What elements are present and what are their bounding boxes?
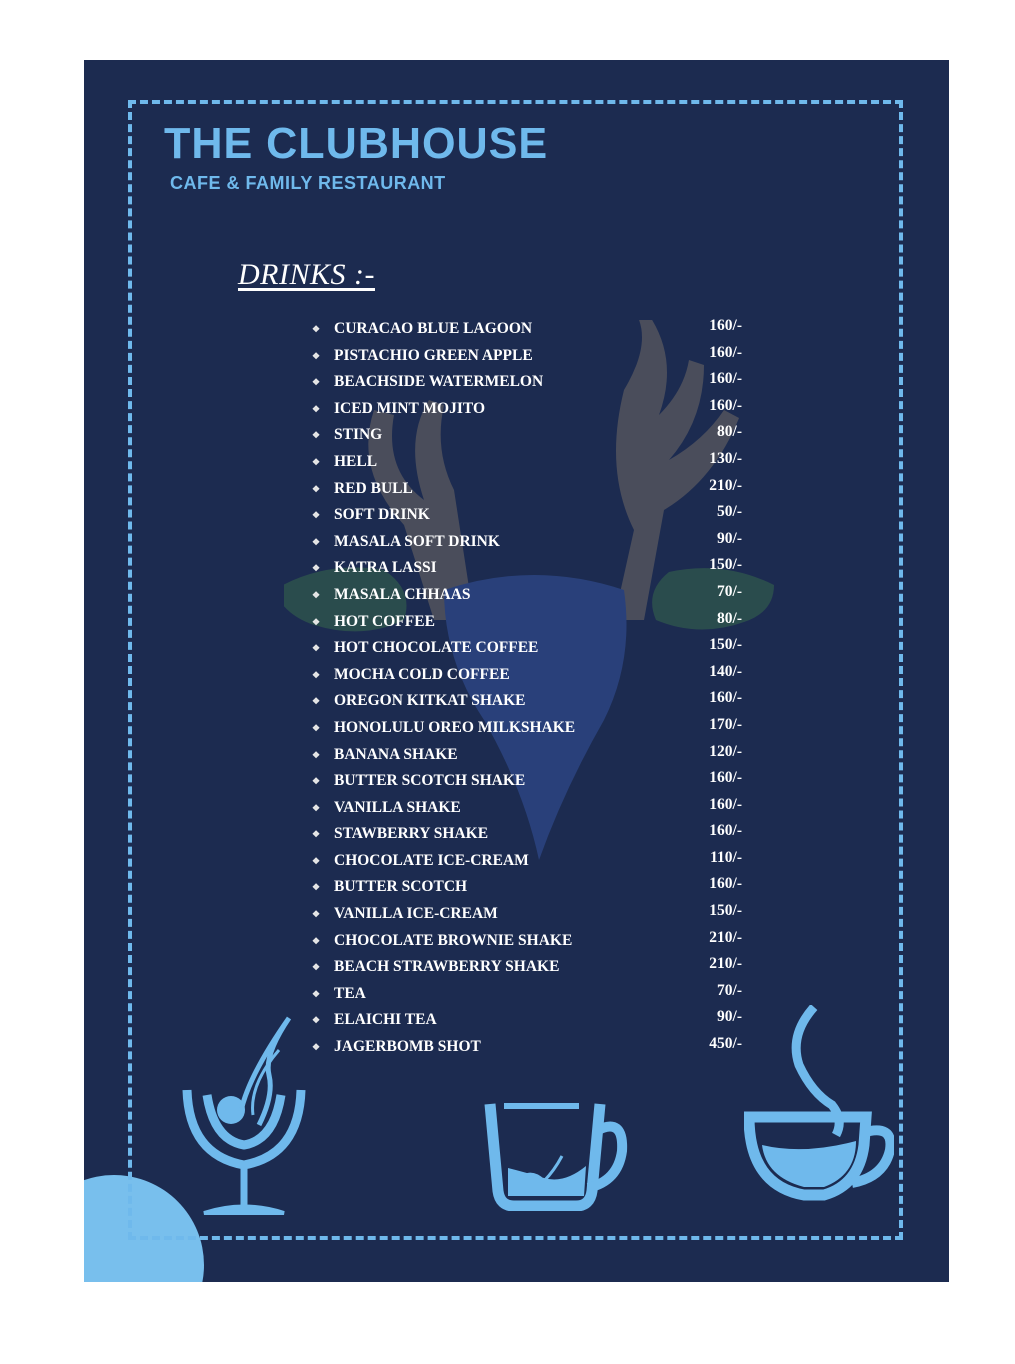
drink-price: 150/- xyxy=(709,556,742,574)
bullet-diamond-icon: ❖ xyxy=(312,616,321,627)
drink-item xyxy=(312,874,742,901)
drink-price: 210/- xyxy=(709,476,742,494)
drink-name: HOT CHOCOLATE COFFEE xyxy=(334,639,539,657)
drink-item xyxy=(312,795,742,822)
drink-name: KATRA LASSI xyxy=(334,559,437,577)
drink-item xyxy=(312,316,742,343)
bullet-diamond-icon: ❖ xyxy=(312,855,321,866)
bullet-diamond-icon: ❖ xyxy=(312,882,321,893)
mug-icon xyxy=(484,1096,629,1211)
drink-name: BEACHSIDE WATERMELON xyxy=(334,373,544,391)
bullet-diamond-icon: ❖ xyxy=(312,962,321,973)
drink-item xyxy=(312,369,742,396)
bullet-diamond-icon: ❖ xyxy=(312,377,321,388)
drink-item xyxy=(312,476,742,503)
drink-price: 170/- xyxy=(709,715,742,733)
drink-name: CHOCOLATE ICE-CREAM xyxy=(334,851,529,869)
bullet-diamond-icon: ❖ xyxy=(312,350,321,361)
drink-name: MASALA CHHAAS xyxy=(334,585,471,603)
cocktail-glass-icon xyxy=(179,1015,309,1220)
bullet-diamond-icon: ❖ xyxy=(312,1015,321,1026)
drink-price: 110/- xyxy=(710,848,742,866)
drink-item xyxy=(312,715,742,742)
bullet-diamond-icon: ❖ xyxy=(312,776,321,787)
drink-name: BEACH STRAWBERRY SHAKE xyxy=(334,958,560,976)
drink-price: 120/- xyxy=(709,742,742,760)
drink-price: 70/- xyxy=(717,582,742,600)
drink-item xyxy=(312,662,742,689)
drink-price: 150/- xyxy=(709,902,742,920)
drink-price: 210/- xyxy=(709,928,742,946)
bullet-diamond-icon: ❖ xyxy=(312,909,321,920)
drink-name: BUTTER SCOTCH SHAKE xyxy=(334,772,526,790)
bullet-diamond-icon: ❖ xyxy=(312,510,321,521)
bullet-diamond-icon: ❖ xyxy=(312,829,321,840)
drink-name: VANILLA SHAKE xyxy=(334,798,461,816)
bullet-diamond-icon: ❖ xyxy=(312,669,321,680)
drink-item xyxy=(312,422,742,449)
drink-item xyxy=(312,396,742,423)
drink-price: 160/- xyxy=(709,343,742,361)
drink-name: OREGON KITKAT SHAKE xyxy=(334,692,526,710)
bullet-diamond-icon: ❖ xyxy=(312,643,321,654)
bullet-diamond-icon: ❖ xyxy=(312,456,321,467)
drink-price: 450/- xyxy=(709,1035,742,1053)
steaming-cup-icon xyxy=(744,1005,894,1205)
drink-name: HOT COFFEE xyxy=(334,612,435,630)
drink-item xyxy=(312,742,742,769)
drink-name: STING xyxy=(334,426,383,444)
drink-name: VANILLA ICE-CREAM xyxy=(334,905,498,923)
drink-price: 50/- xyxy=(717,503,742,521)
drink-name: ICED MINT MOJITO xyxy=(334,399,486,417)
bullet-diamond-icon: ❖ xyxy=(312,696,321,707)
drink-name: CURACAO BLUE LAGOON xyxy=(334,320,533,337)
drink-item xyxy=(312,529,742,556)
bullet-diamond-icon: ❖ xyxy=(312,536,321,547)
drink-item xyxy=(312,635,742,662)
drink-item xyxy=(312,768,742,795)
drink-name: ELAICHI TEA xyxy=(334,1011,437,1029)
drink-name: STAWBERRY SHAKE xyxy=(334,825,489,843)
bullet-diamond-icon: ❖ xyxy=(312,802,321,813)
drink-name: HELL xyxy=(334,452,378,470)
section-heading: DRINKS :- xyxy=(238,258,375,291)
drink-name: CHOCOLATE BROWNIE SHAKE xyxy=(334,931,573,949)
drink-price: 150/- xyxy=(709,636,742,654)
drink-name: MASALA SOFT DRINK xyxy=(334,532,500,550)
brand-title: THE CLUBHOUSE xyxy=(164,119,549,168)
bullet-diamond-icon: ❖ xyxy=(312,1042,321,1053)
drink-list xyxy=(312,316,742,1061)
drink-item xyxy=(312,555,742,582)
drink-item xyxy=(312,449,742,476)
bullet-diamond-icon: ❖ xyxy=(312,483,321,494)
drink-price: 140/- xyxy=(709,662,742,680)
drink-price: 160/- xyxy=(709,875,742,893)
drink-price: 80/- xyxy=(717,609,742,627)
drink-item xyxy=(312,1007,742,1034)
drink-price: 160/- xyxy=(709,822,742,840)
drink-price: 160/- xyxy=(709,795,742,813)
drink-item xyxy=(312,688,742,715)
bullet-diamond-icon: ❖ xyxy=(312,988,321,999)
drink-price: 90/- xyxy=(717,1008,742,1026)
brand-subtitle: CAFE & FAMILY RESTAURANT xyxy=(170,173,446,193)
drink-name: RED BULL xyxy=(334,479,413,497)
drink-name: BUTTER SCOTCH xyxy=(334,878,468,896)
drink-name: JAGERBOMB SHOT xyxy=(334,1038,481,1056)
drink-price: 160/- xyxy=(709,769,742,787)
bullet-diamond-icon: ❖ xyxy=(312,403,321,414)
drink-name: PISTACHIO GREEN APPLE xyxy=(334,346,533,364)
drink-item xyxy=(312,848,742,875)
drink-item xyxy=(312,821,742,848)
bullet-diamond-icon: ❖ xyxy=(312,589,321,600)
drink-price: 160/- xyxy=(709,370,742,388)
drink-item xyxy=(312,502,742,529)
drink-price: 160/- xyxy=(709,689,742,707)
bullet-diamond-icon: ❖ xyxy=(312,749,321,760)
drink-price: 70/- xyxy=(717,981,742,999)
bullet-diamond-icon: ❖ xyxy=(312,430,321,441)
drink-price: 90/- xyxy=(717,529,742,547)
drink-name: HONOLULU OREO MILKSHAKE xyxy=(334,718,576,736)
menu-panel xyxy=(84,60,949,1282)
drink-item xyxy=(312,1034,742,1061)
drink-item xyxy=(312,901,742,928)
drink-item xyxy=(312,609,742,636)
drink-name: SOFT DRINK xyxy=(334,506,430,524)
drink-item xyxy=(312,954,742,981)
bullet-diamond-icon: ❖ xyxy=(312,324,321,334)
drink-name: TEA xyxy=(334,984,366,1002)
bullet-diamond-icon: ❖ xyxy=(312,935,321,946)
drink-price: 80/- xyxy=(717,423,742,441)
bullet-diamond-icon: ❖ xyxy=(312,563,321,574)
drink-item xyxy=(312,343,742,370)
drink-item xyxy=(312,928,742,955)
drink-name: MOCHA COLD COFFEE xyxy=(334,665,510,683)
drink-item xyxy=(312,582,742,609)
drink-item xyxy=(312,981,742,1008)
bullet-diamond-icon: ❖ xyxy=(312,722,321,733)
drink-price: 160/- xyxy=(709,396,742,414)
drink-price: 160/- xyxy=(709,317,742,334)
drink-price: 130/- xyxy=(709,449,742,467)
drink-name: BANANA SHAKE xyxy=(334,745,458,763)
drink-price: 210/- xyxy=(709,955,742,973)
